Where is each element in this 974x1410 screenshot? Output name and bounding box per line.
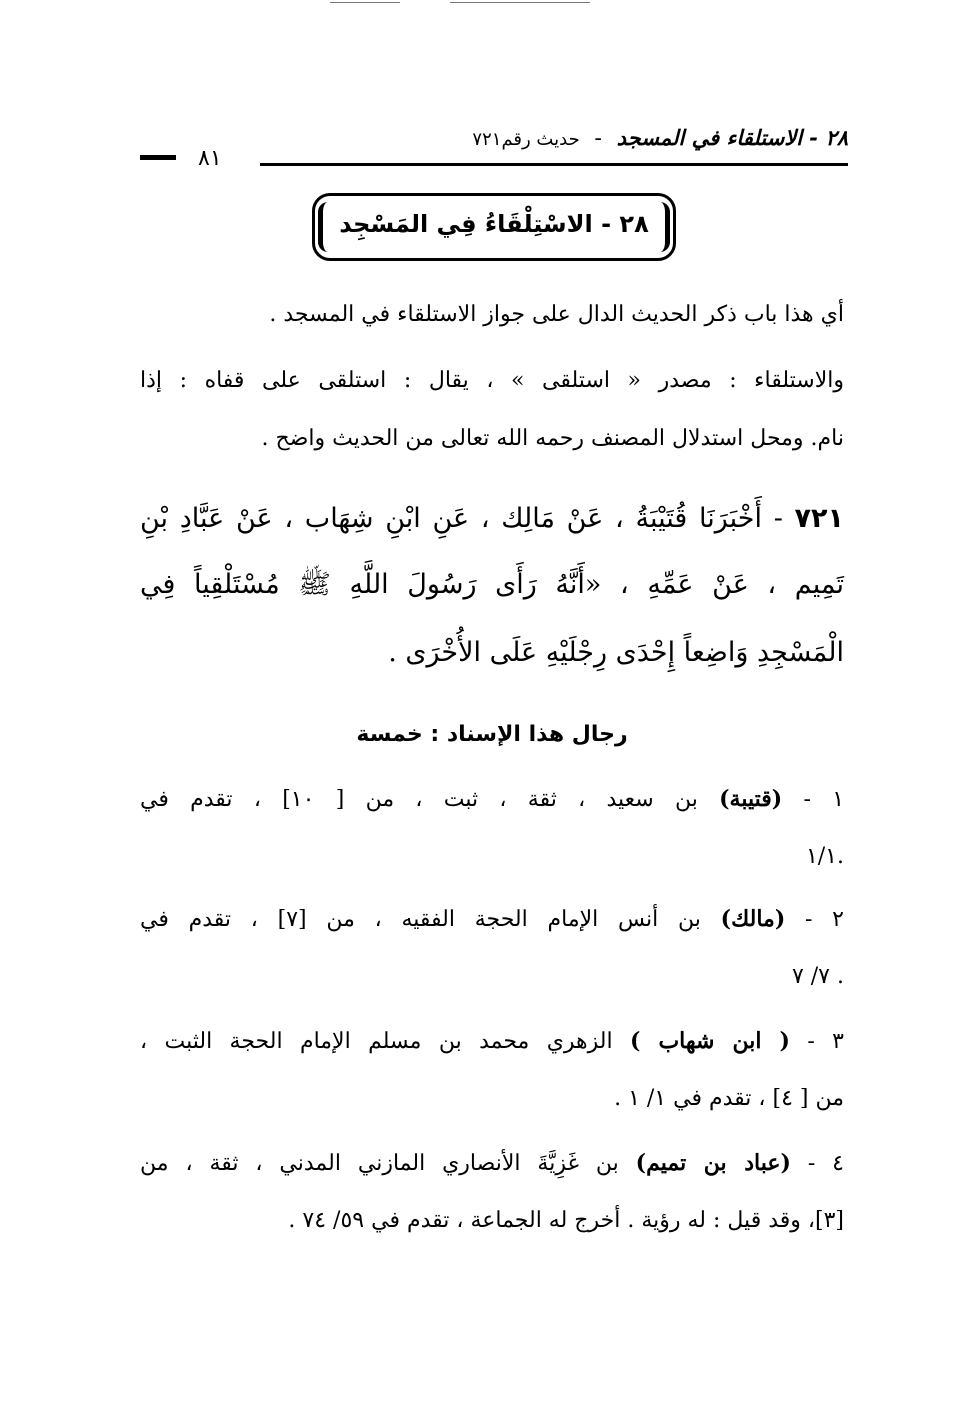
intro-line-1: أي هذا باب ذكر الحديث الدال على جواز الاستلقاء في المسجد .: [269, 302, 844, 327]
narrator-4-text: بن غَزِيَّةَ الأنصاري المازني المدني ، ثقة ، من: [140, 1151, 619, 1176]
hadith-line-1: [140, 500, 844, 538]
hadith-number: ٧٢١: [794, 503, 844, 534]
narrator-2-name: (مالك): [720, 906, 786, 932]
narrator-3-num: ٣ -: [807, 1029, 844, 1054]
page-header: [140, 122, 848, 182]
narrator-1-num: ١ -: [803, 787, 845, 812]
narrator-4-name: (عباد بن تميم): [635, 1150, 791, 1176]
running-head-separator: -: [594, 126, 602, 150]
narrator-2-line-2: . ٧/ ٧: [791, 964, 844, 989]
intro-line-2: والاستلقاء : مصدر « استلقى » ، يقال : استلقى على قفاه : إذا: [140, 368, 844, 393]
narrator-4-num: ٤ -: [807, 1151, 844, 1176]
top-scan-marks: [330, 0, 590, 6]
header-rule: [260, 163, 848, 166]
chapter-title: ٢٨ - الاسْتِلْقَاءُ فِي المَسْجِد: [339, 210, 649, 238]
narrator-1-text: بن سعيد ، ثقة ، ثبت ، من [ ١٠] ، تقدم في: [140, 787, 698, 812]
hadith-text-1: - أَخْبَرَنَا قُتَيْبَةُ ، عَنْ مَالِك ، عَنِ ابْنِ شِهَاب ، عَنْ عَبَّادِ بْنِ: [140, 503, 783, 534]
page-number: ٨١: [198, 146, 222, 171]
narrators-heading: رجال هذا الإسناد : خمسة: [356, 722, 628, 747]
narrator-3-line-1: [140, 1026, 844, 1057]
narrator-4-line-2: [٣]، وقد قيل : له رؤية . أخرج له الجماعة ، تقدم في ٥٩/ ٧٤ .: [288, 1208, 844, 1233]
narrator-3-text: الزهري محمد بن مسلم الإمام الحجة الثبت ،: [140, 1029, 613, 1054]
hadith-line-3: الْمَسْجِدِ وَاضِعاً إِحْدَى رِجْلَيْهِ عَلَى الأُخْرَى .: [388, 637, 844, 668]
narrator-1-line-2: .١/١: [805, 844, 844, 869]
narrator-4-line-1: [140, 1148, 844, 1179]
chapter-title-frame: [312, 193, 676, 261]
running-head-hadith-ref: حديث رقم٧٢١: [472, 129, 580, 150]
narrator-3-line-2: من [ ٤] ، تقدم في ١/ ١ .: [614, 1086, 844, 1111]
narrator-2-text: بن أنس الإمام الحجة الفقيه ، من [٧] ، تقدم في: [140, 907, 701, 932]
narrator-3-name: ( ابن شهاب ): [630, 1028, 790, 1054]
header-left-dash: [140, 155, 176, 160]
running-head: [472, 126, 848, 150]
narrator-2-num: ٢ -: [804, 907, 844, 932]
narrator-2-line-1: [140, 904, 844, 935]
narrator-1-line-1: [140, 784, 844, 815]
running-head-chapter: ٢٨ - الاستلقاء في المسجد: [616, 126, 848, 150]
hadith-line-2: تَمِيم ، عَنْ عَمِّهِ ، «أَنَّهُ رَأَى رَسُولَ اللَّهِ ﷺ مُسْتَلْقِياً فِي: [140, 569, 844, 600]
narrator-1-name: (قتيبة): [719, 786, 783, 812]
intro-line-3: نام. ومحل استدلال المصنف رحمه الله تعالى من الحديث واضح .: [261, 426, 844, 451]
